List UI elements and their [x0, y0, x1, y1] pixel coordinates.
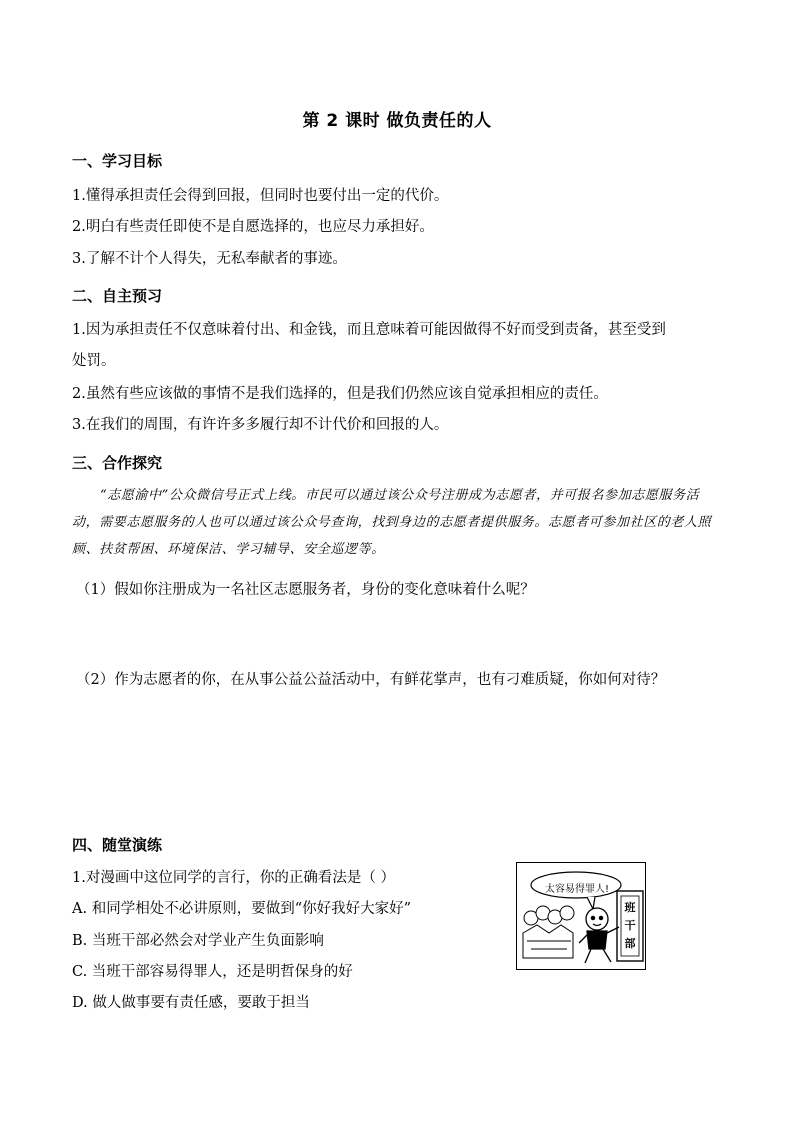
objective-item-1: 1.懂得承担责任会得到回报，但同时也要付出一定的代价。 — [72, 188, 449, 204]
section-heading-preview: 二、自主预习 — [72, 287, 163, 305]
inquiry-question-1: （1）假如你注册成为一名社区志愿服务者，身份的变化意味着什么呢？ — [76, 582, 535, 598]
inquiry-question-2: （2）作为志愿者的你，在从事公益公益活动中，有鲜花掌声，也有刁难质疑，你如何对待？ — [76, 672, 666, 688]
preview-item-3: 3.在我们的周围，有许许多多履行却不计代价和回报的人。 — [72, 417, 449, 433]
option-a: A. 和同学相处不必讲原则，要做到“你好我好大家好” — [72, 901, 412, 917]
section-heading-inquiry: 三、合作探究 — [72, 454, 163, 472]
sign-char-3: 部 — [624, 937, 636, 950]
sign-char-1: 班 — [624, 901, 636, 914]
section-heading-practice: 四、随堂演练 — [72, 836, 163, 854]
preview-item-1: 1.因为承担责任不仅意味着付出、和金钱，而且意味着可能因做得不好而受到责备，甚至受到 — [72, 322, 666, 338]
inquiry-material — [72, 482, 722, 563]
preview-item-2: 2.虽然有些应该做的事情不是我们选择的，但是我们仍然应该自觉承担相应的责任。 — [72, 386, 608, 402]
cartoon-speech-text: 太容易得罪人! — [544, 884, 609, 895]
section-heading-objectives: 一、学习目标 — [72, 152, 163, 170]
cartoon-illustration — [516, 862, 646, 970]
practice-question-1: 1.对漫画中这位同学的言行，你的正确看法是（ ） — [72, 870, 395, 886]
option-c: C. 当班干部容易得罪人，还是明哲保身的好 — [72, 964, 353, 980]
sign-char-2: 干 — [624, 919, 636, 932]
objective-item-2: 2.明白有些责任即使不是自愿选择的，也应尽力承担好。 — [72, 219, 434, 235]
inquiry-material-text: “志愿渝中”公众微信号正式上线。市民可以通过该公众号注册成为志愿者，并可报名参加志愿服务活动，需要志愿服务的人也可以通过该公众号查询，找到身边的志愿者提供服务。志愿者可参加社区的老人照顾、扶贫帮困、环境保洁、学习辅导、安全巡逻等。 — [72, 488, 712, 557]
cartoon-sign-label — [621, 899, 639, 953]
page-title: 第 2 课时 做负责任的人 — [302, 111, 492, 131]
objective-item-3: 3.了解不计个人得失，无私奉献者的事迹。 — [72, 251, 347, 267]
option-b: B. 当班干部必然会对学业产生负面影响 — [72, 933, 324, 949]
preview-item-1-cont: 处罚。 — [72, 353, 116, 369]
option-d: D. 做人做事要有责任感，要敢于担当 — [72, 995, 310, 1011]
